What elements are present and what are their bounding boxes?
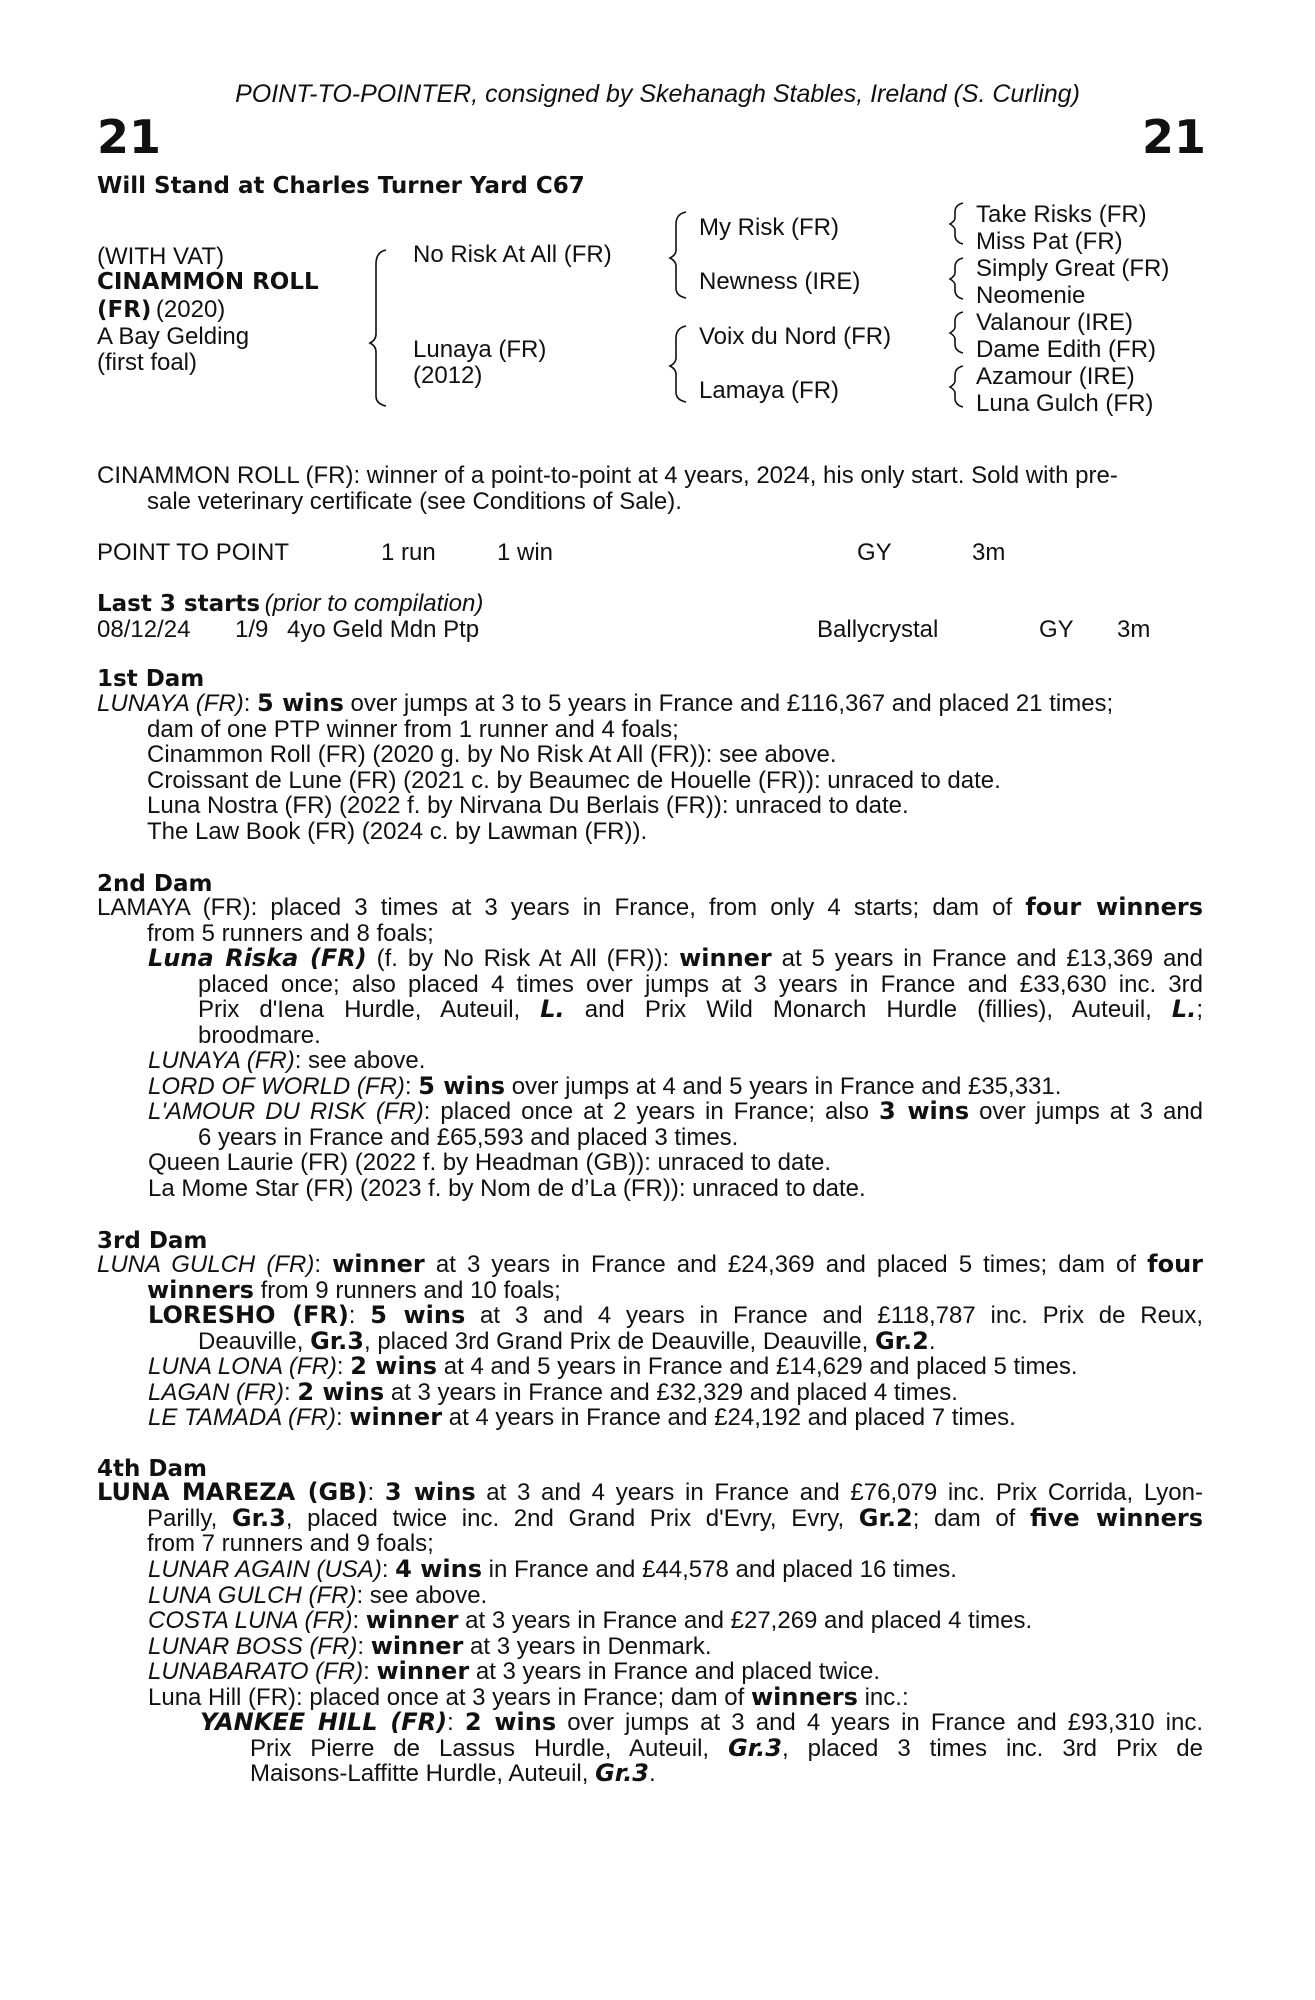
dam4-line1: LUNA MAREZA (GB): 3 wins at 3 and 4 years in France and £76,079 inc. Prix Corrida, Lyon-	[97, 1478, 1203, 1506]
last-starts-note: (prior to compilation)	[264, 590, 484, 617]
pedigree-gen3-1: Take Risks (FR)	[976, 201, 1147, 228]
dam4-yankee-hill: YANKEE HILL (FR): 2 wins over jumps at 3 and 4 years in France and £93,310 inc. Prix Pierre de Lassus Hurdle, Auteuil, Gr.3, placed 3 times inc. 3rd Prix de Maisons-Laffitte Hurdle, Auteuil, Gr.3.	[200, 1708, 1203, 1787]
last-start-race: 4yo Geld Mdn Ptp	[287, 616, 480, 643]
last-starts-title: Last 3 starts	[97, 591, 261, 617]
dam2-heading: 2nd Dam	[97, 871, 213, 897]
pedigree-sire: No Risk At All (FR)	[413, 241, 612, 268]
record-going: GY	[857, 539, 892, 566]
pedigree-gen3-4: Neomenie	[976, 282, 1086, 309]
pedigree-sire-dam: Newness (IRE)	[699, 268, 861, 295]
dam1-offspring-1: Cinammon Roll (FR) (2020 g. by No Risk At All (FR)): see above.	[147, 741, 837, 768]
vat-label: (WITH VAT)	[97, 243, 225, 270]
dam4-hill: Luna Hill (FR): placed once at 3 years in France; dam of winners inc.:	[148, 1682, 909, 1711]
dam3-lona: LUNA LONA (FR): 2 wins at 4 and 5 years in France and £14,629 and placed 5 times.	[148, 1352, 1078, 1380]
dam1-line2: dam of one PTP winner from 1 runner and 4 foals;	[147, 715, 679, 743]
pedigree-dam-year: (2012)	[413, 362, 483, 389]
pedigree-gen3-3: Simply Great (FR)	[976, 255, 1170, 282]
record-distance: 3m	[972, 539, 1006, 566]
horse-name-suffix: (FR)	[97, 297, 152, 323]
dam4-lunar-again: LUNAR AGAIN (USA): 4 wins in France and £44,578 and placed 16 times.	[148, 1555, 957, 1583]
dam2-lunaya: LUNAYA (FR): see above.	[148, 1047, 426, 1074]
dam4-boss: LUNAR BOSS (FR): winner at 3 years in Denmark.	[148, 1631, 712, 1660]
horse-name: CINAMMON ROLL	[97, 269, 319, 295]
pedigree-dam: Lunaya (FR)	[413, 336, 547, 363]
dam4-entry	[97, 1480, 1203, 1557]
horse-note: (first foal)	[97, 349, 198, 376]
dam3-loresho: LORESHO (FR): 5 wins at 3 and 4 years in France and £118,787 inc. Prix de Reux,	[148, 1301, 1203, 1329]
dam3-loresho-2: Deauville, Gr.3, placed 3rd Grand Prix de Deauville, Deauville, Gr.2.	[198, 1326, 936, 1355]
summary-paragraph	[97, 463, 1203, 514]
dam3-line2: winners from 9 runners and 10 foals;	[147, 1275, 561, 1304]
last-start-distance: 3m	[1117, 616, 1151, 643]
lot-number-right: 21	[1142, 110, 1207, 164]
lot-number-left: 21	[97, 110, 162, 164]
summary-line1: CINAMMON ROLL (FR): winner of a point-to-point at 4 years, 2024, his only start. Sold with pre-	[97, 462, 1118, 489]
dam3-entry	[97, 1252, 1203, 1303]
dam2-line2: from 5 runners and 8 foals;	[147, 919, 434, 947]
last-starts-heading	[97, 591, 483, 617]
dam3-heading: 3rd Dam	[97, 1228, 208, 1254]
horse-description: A Bay Gelding	[97, 323, 250, 350]
pedigree-gen3-6: Dame Edith (FR)	[976, 336, 1157, 363]
dam4-gulch: LUNA GULCH (FR): see above.	[148, 1581, 488, 1609]
dam4-line2: Parilly, Gr.3, placed twice inc. 2nd Grand Prix d'Evry, Evry, Gr.2; dam of five winners	[147, 1503, 1204, 1532]
dam2-amour-2: 6 years in France and £65,593 and placed 3 times.	[198, 1123, 739, 1151]
dam3-offspring	[148, 1303, 1203, 1431]
pedigree-gen3-7: Azamour (IRE)	[976, 363, 1135, 390]
dam2-lord: LORD OF WORLD (FR): 5 wins over jumps at 4 and 5 years in France and £35,331.	[148, 1071, 1062, 1100]
summary-line2: sale veterinary certificate (see Conditions of Sale).	[147, 487, 682, 515]
last-start-course: Ballycrystal	[817, 616, 939, 643]
dam4-offspring	[148, 1557, 1203, 1710]
consignment-line: POINT-TO-POINTER, consigned by Skehanagh Stables, Ireland (S. Curling)	[235, 80, 1080, 108]
record-wins: 1 win	[497, 539, 554, 566]
dam2-mome: La Mome Star (FR) (2023 f. by Nom de d’La (FR)): unraced to date.	[148, 1174, 866, 1202]
pedigree-dam-dam: Lamaya (FR)	[699, 377, 840, 404]
record-type: POINT TO POINT	[97, 539, 290, 566]
pedigree-gen3-5: Valanour (IRE)	[976, 309, 1133, 336]
last-start-going: GY	[1039, 616, 1074, 643]
dam4-line3: from 7 runners and 9 foals;	[147, 1530, 434, 1557]
dam3-line1: LUNA GULCH (FR): winner at 3 years in France and £24,369 and placed 5 times; dam of four	[97, 1250, 1203, 1278]
pedigree-dam-sire: Voix du Nord (FR)	[699, 323, 892, 350]
pedigree-sire-sire: My Risk (FR)	[699, 214, 839, 241]
dam1-entry	[97, 691, 1203, 844]
dam1-offspring-4: The Law Book (FR) (2024 c. by Lawman (FR)).	[147, 817, 648, 845]
pedigree-gen3-8: Luna Gulch (FR)	[976, 390, 1154, 417]
dam4-barato: LUNABARATO (FR): winner at 3 years in France and placed twice.	[148, 1657, 881, 1685]
pedigree-gen3-2: Miss Pat (FR)	[976, 228, 1123, 255]
horse-year: (2020)	[155, 296, 226, 323]
dam3-lagan: LAGAN (FR): 2 wins at 3 years in France and £32,329 and placed 4 times.	[148, 1377, 958, 1406]
dam1-offspring-3: Luna Nostra (FR) (2022 f. by Nirvana Du Berlais (FR)): unraced to date.	[147, 792, 909, 819]
dam3-tamada: LE TAMADA (FR): winner at 4 years in France and £24,192 and placed 7 times.	[148, 1403, 1016, 1431]
dam2-others	[148, 1048, 1203, 1201]
dam1-heading: 1st Dam	[97, 666, 205, 692]
dam2-entry	[97, 895, 1203, 946]
stand-location: Will Stand at Charles Turner Yard C67	[97, 173, 585, 199]
dam4-costa: COSTA LUNA (FR): winner at 3 years in France and £27,269 and placed 4 times.	[148, 1606, 1033, 1634]
dam2-amour: L'AMOUR DU RISK (FR): placed once at 2 years in France; also 3 wins over jumps at 3 and	[148, 1097, 1204, 1125]
dam1-line1: LUNAYA (FR): 5 wins over jumps at 3 to 5 years in France and £116,367 and placed 21 times;	[97, 689, 1114, 717]
dam4-heading: 4th Dam	[97, 1456, 207, 1482]
record-runs: 1 run	[381, 539, 436, 566]
dam2-luna-riska: Luna Riska (FR) (f. by No Risk At All (FR)): winner at 5 years in France and £13,369 and placed once; also placed 4 times over jumps at 3 years in France and £33,630 inc. 3rd Prix d'Iena Hurdle, Auteuil, L. and Prix Wild Monarch Hurdle (fillies), Auteuil, L.; broodmare.	[148, 944, 1203, 1049]
dam2-queen: Queen Laurie (FR) (2022 f. by Headman (GB)): unraced to date.	[148, 1149, 832, 1176]
dam1-offspring-2: Croissant de Lune (FR) (2021 c. by Beaumec de Houelle (FR)): unraced to date.	[147, 766, 1001, 794]
dam2-line1: LAMAYA (FR): placed 3 times at 3 years in France, from only 4 starts; dam of four winners	[97, 893, 1203, 921]
last-start-position: 1/9	[235, 616, 269, 643]
last-start-date: 08/12/24	[97, 616, 191, 643]
